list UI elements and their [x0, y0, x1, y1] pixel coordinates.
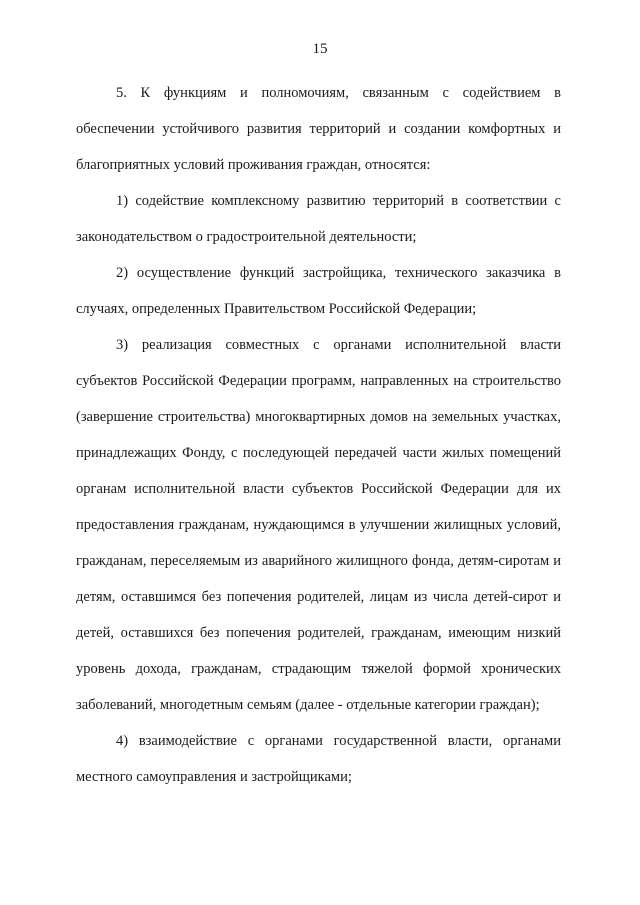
- page-number: 15: [312, 41, 328, 57]
- paragraph-item-2: 2) осуществление функций застройщика, технического заказчика в случаях, определенных Правительством Российской Федерации;: [76, 265, 561, 317]
- paragraph-item-4: 4) взаимодействие с органами государственной власти, органами местного самоуправления и застройщиками;: [76, 733, 561, 785]
- paragraph-item-3: 3) реализация совместных с органами исполнительной власти субъектов Российской Федерации программ, направленных на строительство (завершение строительства) многоквартирных домов на земельных участках, принадлежащих Фонду, с последующей передачей части жилых помещений органам исполнительной власти субъектов Российской Федерации для их предоставления гражданам, нуждающимся в улучшении жилищных условий, гражданам, переселяемым из аварийного жилищного фонда, детям-сиротам и детям, оставшимся без попечения родителей, лицам из числа детей-сирот и детей, оставшихся без попечения родителей, гражданам, имеющим низкий уровень дохода, гражданам, страдающим тяжелой формой хронических заболеваний, многодетным семьям (далее - отдельные категории граждан);: [76, 337, 561, 713]
- document-body: [76, 75, 561, 795]
- paragraph-5-intro: 5. К функциям и полномочиям, связанным с содействием в обеспечении устойчивого развития территорий и создании комфортных и благоприятных условий проживания граждан, относятся:: [76, 85, 561, 173]
- paragraph-item-1: 1) содействие комплексному развитию территорий в соответствии с законодательством о градостроительной деятельности;: [76, 193, 561, 245]
